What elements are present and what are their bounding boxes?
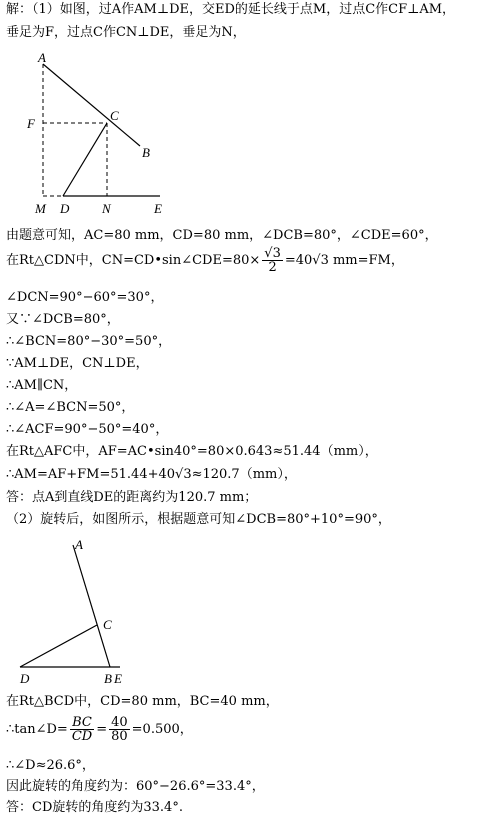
- solution-line-2: 垂足为F，过点C作CN⊥DE，垂足为N，: [6, 25, 246, 40]
- segment-AB: [73, 545, 110, 667]
- fraction-denominator: 2: [268, 260, 277, 275]
- label-D: D: [20, 671, 30, 686]
- solution-line-13: ∴AM=AF+FM=51.44+40√3≈120.7（mm），: [6, 467, 297, 482]
- segment-DC: [20, 625, 97, 667]
- cn-calc-end: =40√3 mm=FM，: [284, 253, 404, 268]
- solution-line-9: ∴AM∥CN，: [6, 378, 78, 393]
- fraction-40-over-80: [109, 716, 130, 743]
- solution-line-10: ∴∠A=∠BCN=50°，: [6, 400, 135, 415]
- solution-line-14: 答：点A到直线DE的距离约为120.7 mm；: [6, 490, 258, 505]
- solution-line-19: 因此旋转的角度约为：60°−26.6°=33.4°，: [6, 779, 265, 794]
- solution-line-6: 又∵∠DCB=80°，: [6, 312, 120, 327]
- label-D: D: [60, 201, 70, 216]
- label-F: F: [27, 116, 35, 131]
- figure-1: [0, 50, 200, 225]
- solution-line-20: 答：CD旋转的角度约为33.4°.: [6, 800, 183, 815]
- solution-line-7: ∴∠BCN=80°−30°=50°，: [6, 334, 172, 349]
- solution-line-18: ∴∠D≈26.6°，: [6, 758, 95, 773]
- solution-line-5: ∠DCN=90°−60°=30°，: [6, 290, 164, 305]
- tan-calc-start: ∴tan∠D=: [6, 722, 68, 737]
- segment-DC: [63, 123, 107, 196]
- solution-line-4: [6, 246, 404, 276]
- solution-line-11: ∴∠ACF=90°−50°=40°，: [6, 422, 169, 437]
- label-B: B: [104, 671, 112, 686]
- fraction-numerator: BC: [70, 716, 94, 730]
- figure-2: [10, 533, 150, 688]
- equals-sign: =: [96, 722, 108, 737]
- label-E: E: [154, 201, 162, 216]
- label-A: A: [38, 50, 46, 65]
- label-E: E: [114, 671, 122, 686]
- label-B: B: [142, 145, 150, 160]
- solution-line-3: 由题意可知，AC=80 mm，CD=80 mm，∠DCB=80°，∠CDE=60°，: [6, 228, 438, 243]
- fraction-numerator: 40: [111, 715, 128, 730]
- fraction-numerator: √3: [264, 246, 281, 261]
- solution-line-16: 在Rt△BCD中，CD=80 mm，BC=40 mm，: [6, 694, 279, 709]
- fraction-denominator: 80: [111, 729, 128, 744]
- solution-line-8: ∵AM⊥DE，CN⊥DE，: [6, 356, 149, 371]
- solution-line-1: 解：（1）如图，过A作AM⊥DE，交ED的延长线于点M，过点C作CF⊥AM，: [6, 2, 456, 17]
- segment-AB: [43, 64, 140, 146]
- cn-calc-start: 在Rt△CDN中，CN=CD•sin∠CDE=80×: [6, 253, 261, 268]
- solution-line-12: 在Rt△AFC中，AF=AC•sin40°=80×0.643≈51.44（mm），: [6, 444, 378, 459]
- label-C: C: [103, 617, 112, 632]
- fraction-denominator: CD: [71, 729, 93, 744]
- solution-line-17: [6, 715, 193, 745]
- label-A: A: [75, 537, 83, 552]
- fraction-bc-over-cd: [70, 716, 94, 743]
- label-N: N: [102, 201, 111, 216]
- tan-calc-end: =0.500，: [131, 722, 193, 737]
- label-M: M: [35, 201, 46, 216]
- label-C: C: [110, 108, 119, 123]
- fraction-sqrt3-over-2: [262, 247, 283, 274]
- solution-line-15: （2）旋转后，如图所示，根据题意可知∠DCB=80°+10°=90°，: [6, 512, 391, 527]
